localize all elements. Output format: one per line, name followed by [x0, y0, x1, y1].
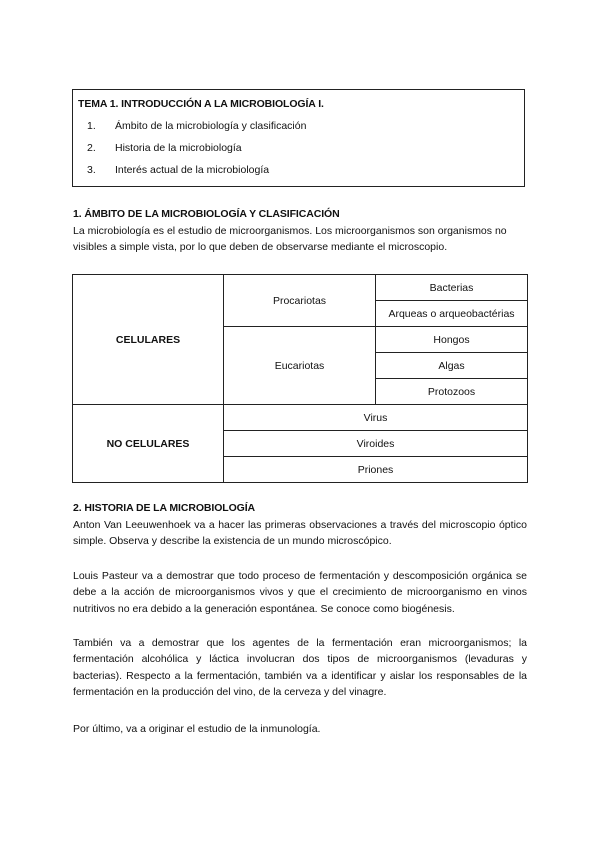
section2-paragraph-4: Por último, va a originar el estudio de la inmunología.	[73, 723, 321, 735]
toc-item-number: 1.	[87, 120, 96, 132]
toc-item-label: Interés actual de la microbiología	[115, 164, 270, 176]
toc-item-label: Ámbito de la microbiología y clasificación	[115, 120, 307, 132]
section2-paragraph-3: También va a demostrar que los agentes de la fermentación eran microorganismos; la fermentación alcohólica y láctica involucran dos tipos de microorganismos (levaduras y bacterias). Respecto a la fermentación, también va a identificar y aislar los responsables de la fermentación en la producción del vino, de la cerveza y del vinagre.	[73, 637, 527, 698]
toc-item	[87, 120, 306, 132]
protozoos-cell: Protozoos	[376, 379, 528, 405]
toc-item-number: 2.	[87, 142, 96, 154]
topic-contents-box	[72, 89, 525, 187]
toc-item-number: 3.	[87, 164, 96, 176]
section1-heading: 1. ÁMBITO DE LA MICROBIOLOGÍA Y CLASIFICACIÓN	[73, 208, 340, 220]
virus-cell: Virus	[224, 405, 528, 431]
no-celulares-cell: NO CELULARES	[73, 405, 224, 483]
topic-title: TEMA 1. INTRODUCCIÓN A LA MICROBIOLOGÍA I.	[78, 98, 324, 110]
viroides-cell: Viroides	[224, 431, 528, 457]
section2-paragraph-2: Louis Pasteur va a demostrar que todo proceso de fermentación y descomposición orgánica se debe a la acción de microorganismos vivos y que el crecimiento de microorganismo en vinos nutritivos no era debido a la generación espontánea. Se conoce como biogénesis.	[73, 570, 527, 615]
section2-heading: 2. HISTORIA DE LA MICROBIOLOGÍA	[73, 502, 256, 514]
classification-table	[72, 274, 528, 483]
arqueas-cell: Arqueas o arqueobactérias	[376, 301, 528, 327]
section2-paragraph-1: Anton Van Leeuwenhoek va a hacer las primeras observaciones a través del microscopio óptico simple. Observa y describe la existencia de un mundo microscópico.	[73, 519, 527, 548]
toc-item-label: Historia de la microbiología	[115, 142, 242, 154]
toc-item	[87, 142, 242, 154]
procariotas-cell: Procariotas	[224, 275, 376, 327]
section1-paragraph: La microbiología es el estudio de microorganismos. Los microorganismos son organismos no visibles a simple vista, por lo que deben de observarse mediante el microscopio.	[73, 225, 507, 254]
bacterias-cell: Bacterias	[376, 275, 528, 301]
celulares-cell: CELULARES	[73, 275, 224, 405]
algas-cell: Algas	[376, 353, 528, 379]
toc-item	[87, 164, 269, 176]
eucariotas-cell: Eucariotas	[224, 327, 376, 405]
hongos-cell: Hongos	[376, 327, 528, 353]
priones-cell: Priones	[224, 457, 528, 483]
